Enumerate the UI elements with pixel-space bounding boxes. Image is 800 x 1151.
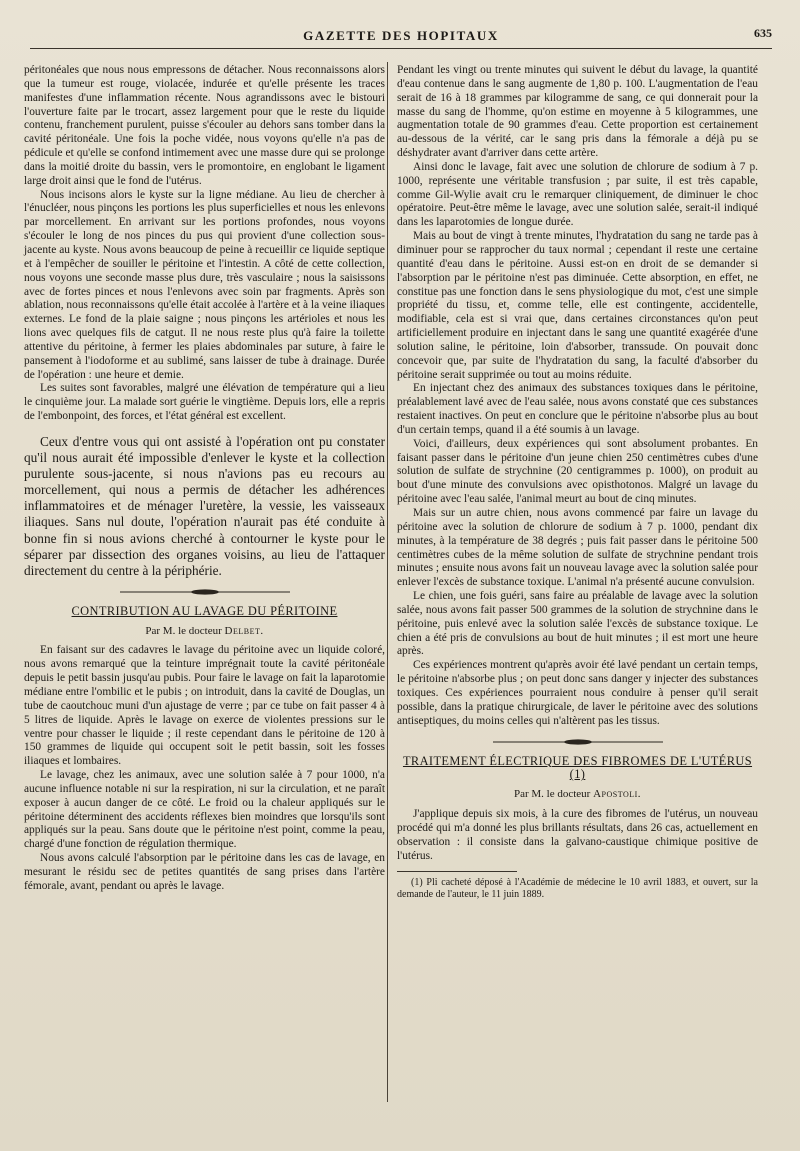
body-paragraph: En faisant sur des cadavres le lavage du péritoine avec un liquide coloré, nous avons remarqué que la teinture imprégnait toute la cavité péritonéale depuis le petit bassin jusqu'au pubis. Pour faire le lavage on fait la laparotomie médiane entre l'ombilic et le pubis ; on introduit, dans la cavité de Douglas, un tube de caoutchouc muni d'un ajustage de verre ; par ce tube on fait passer 4 à 5 litres de liquide. Après le lavage on exerce de violentes pressions sur le ventre pour chasser le liquide ; il reste cependant dans le péritoine de 120 à 150 grammes de liquide qui occupent soit le petit bassin, soit les fosses iliaques et lombaires. bbox=[24, 644, 385, 768]
byline bbox=[24, 625, 385, 639]
byline bbox=[397, 788, 758, 802]
left-column bbox=[24, 64, 385, 894]
byline-prefix: Par M. le docteur bbox=[513, 788, 591, 801]
body-paragraph: Le chien, une fois guéri, sans faire au préalable de lavage avec la solution salée, nous avons fait passer 500 grammes de la solution de strychnine dans le péritoine, puis enlevé avec la solution salée l'excès de substance toxique. Le chien a été pris de convulsions au bout de huit minutes ; il est mort une heure après. bbox=[397, 590, 758, 658]
body-paragraph: Nous avons calculé l'absorption par le péritoine dans les cas de lavage, en mesurant le résidu sec de petites quantités de sang prises dans l'artère fémorale, avant, pendant ou après le lavage. bbox=[24, 852, 385, 892]
masthead-rule bbox=[30, 48, 772, 49]
body-paragraph: Le lavage, chez les animaux, avec une solution salée à 7 pour 1000, n'a aucune influence notable ni sur la respiration, ni sur la circulation, et ne paraît exposer à aucun danger de ce côté. Le froid ou la chaleur appliqués sur le péritoine déterminent des accidents réflexes bien moindres que lorsqu'ils sont appliqués sur la peau. Sans doute que le péritoine n'est point, comme la peau, chargé d'une fonction de régulation thermique. bbox=[24, 769, 385, 851]
byline-author: Apostoli. bbox=[593, 788, 642, 801]
byline-prefix: Par M. le docteur bbox=[145, 624, 222, 637]
body-paragraph: Pendant les vingt ou trente minutes qui suivent le début du lavage, la quantité d'eau contenue dans le sang augmente de 1,80 p. 100. L'augmentation de l'eau serait de 16 à 18 grammes par kilogramme de sang, ce qui donnerait pour la masse du sang de l'homme, qu'on estime en moyenne à 5 kilogrammes, une augmentation totale de 90 grammes d'eau. Cette proportion est certainement au-dessous de la vérité, car le sang pris dans la fémorale a déjà pu se déshydrater avant d'arriver dans cette artère. bbox=[397, 64, 758, 160]
large-print-paragraph: Ceux d'entre vous qui ont assisté à l'opération ont pu constater qu'il nous aurait été impossible d'enlever le kyste et la collection purulente sous-jacente, si nous n'avions pas eu recours au morcellement, qui nous a permis de détacher les adhérences inflammatoires et de ménager l'uretère, la vessie, les vaisseaux iliaques. Sans nul doute, l'opération n'aurait pas été conduite à bonne fin si nous avions cherché à contourner le kyste pour le séparer par dissection des organes voisins, au lieu de l'attaquer directement du centre à la périphérie. bbox=[24, 433, 385, 578]
masthead bbox=[30, 26, 772, 50]
section-title: CONTRIBUTION AU LAVAGE DU PÉRITOINE bbox=[71, 603, 338, 618]
section-ornament bbox=[120, 589, 290, 595]
body-paragraph: Mais au bout de vingt à trente minutes, l'hydratation du sang ne tarde pas à diminuer pour se rapprocher du taux normal ; cependant il reste une certaine quantité d'eau dans le péritoine. Aussi est-on en droit de se demander si l'absorption par le péritoine n'est pas diminuée. Cette absorption, en effet, ne constitue pas une fonction dans le sens physiologique du mot, c'est une simple propriété du tissu, et, comme telle, elle est contingente, accidentelle, modifiable, cela est si vrai que, dans certaines circonstances qu'on peut artificiellement produire en injectant dans le sang une quantité exagérée d'une solution saline, le péritoine, loin d'absorber, transsude. On pouvait donc concevoir que, par suite de l'hydratation du sang, la faculté d'absorber du péritoine serait supprimée ou tout au moins réduite. bbox=[397, 230, 758, 381]
body-paragraph: En injectant chez des animaux des substances toxiques dans le péritoine, préalablement lavé avec de l'eau salée, nous avons constaté que ces substances restaient inactives. On peut en conclure que le péritoine n'absorbe plus au bout d'un certain temps, quand il a été soumis à un lavage. bbox=[397, 382, 758, 436]
body-paragraph: Nous incisons alors le kyste sur la ligne médiane. Au lieu de chercher à l'énucléer, nous pinçons les portions les plus superficielles et nous les enlevons par morcellement. En arrivant sur les portions profondes, nous voyons s'écouler le long de nos pinces du pus qui provient d'une collection sous-jacente au kyste. Nous avons beaucoup de peine à recueillir ce liquide septique et à l'empêcher de souiller le péritoine et l'intestin. A côté de cette collection, nous voyons une seconde masse plus dure, très vasculaire ; nous la saisissons avec de fortes pinces et nous l'enlevons avec soin par fragments. Après son ablation, nous reconnaissons qu'elle était accolée à l'artère et à la veine iliaques externes. Le fond de la plaie saigne ; nous pinçons les artérioles et nous les lions avec quelques fils de catgut. Il ne nous reste plus qu'à faire la toilette attentive du péritoine, à fermer les plaies abdominales par suture, à faire le pansement à l'iodoforme et au sublimé, sans laisser de tube à drainage. Durée de l'opération : une heure et demie. bbox=[24, 188, 385, 381]
body-paragraph: J'applique depuis six mois, à la cure des fibromes de l'utérus, un nouveau procédé qui m'a donné les plus brillants résultats, dans 26 cas, actuellement en observation : il consiste dans la galvano-caustique chimique positive de l'utérus. bbox=[397, 808, 758, 862]
journal-title: GAZETTE DES HOPITAUX bbox=[303, 28, 499, 43]
body-paragraph: Voici, d'ailleurs, deux expériences qui sont absolument probantes. En faisant passer dans le péritoine d'un jeune chien 250 centimètres cubes d'une solution de sulfate de strychnine (20 centigrammes p. 1000), on produit au bout d'une minute des convulsions avec opisthotonos. Malgré un lavage du péritoine avec l'eau salée, l'animal meurt au bout de cinq minutes. bbox=[397, 437, 758, 506]
page-number: 635 bbox=[754, 26, 772, 40]
section-title: TRAITEMENT ÉLECTRIQUE DES FIBROMES DE L'UTÉRUS (1) bbox=[402, 753, 753, 782]
footnote: (1) Pli cacheté déposé à l'Académie de médecine le 10 avril 1883, et ouvert, sur la demande de l'auteur, le 11 juin 1889. bbox=[397, 877, 758, 901]
column-divider bbox=[387, 62, 388, 1102]
section-ornament bbox=[493, 739, 663, 745]
body-paragraph: Mais sur un autre chien, nous avons commencé par faire un lavage du péritoine avec la solution de chlorure de sodium à 7 p. 1000, pendant dix minutes, à la température de 38 degrés ; puis fait passer dans le péritoine 500 centimètres cubes de la même solution de sulfate de strychnine pendant trois minutes ; ensuite nous avons fait un nouveau lavage avec la solution salée pour enlever l'excès de substance toxique. L'animal n'a présenté aucune convulsion. bbox=[397, 507, 758, 589]
footnote-rule bbox=[397, 871, 517, 872]
byline-author: Delbet. bbox=[224, 624, 264, 637]
body-paragraph: péritonéales que nous nous empressons de détacher. Nous reconnaissons alors que la tumeur est rouge, violacée, indurée et qu'elle présente les traces manifestes d'une inflammation récente. Nous agrandissons avec le bistouri l'ouverture faite par le trocart, assez largement pour que le reste du liquide contenu, franchement purulent, puisse s'écouler au dehors sans tomber dans la cavité péritonéale. Une fois la poche vidée, nous voyons qu'elle n'a pas de pédicule et qu'elle se confond intimement avec une masse dure qui se prolonge dans la moitié droite du bassin, vers le promontoire, en englobant le ligament large droit ainsi que le fond de l'utérus. bbox=[24, 64, 385, 187]
body-paragraph: Ces expériences montrent qu'après avoir été lavé pendant un certain temps, le péritoine n'absorbe plus ; on peut donc sans danger y injecter des substances toxiques. Ces expériences pourraient nous conduire à penser qu'il serait possible, dans la pratique chirurgicale, de laver le péritoine avec des solutions antiseptiques, du moins celles qui n'altèrent pas les tissus. bbox=[397, 659, 758, 727]
body-paragraph: Ainsi donc le lavage, fait avec une solution de chlorure de sodium à 7 p. 1000, représente une véritable transfusion ; par suite, il est très capable, comme Gil-Wylie avait cru le remarquer cliniquement, de diminuer le choc opératoire. Peut-être même le lavage, avec une solution salée, serait-il indiqué dans les laparotomies de longue durée. bbox=[397, 160, 758, 229]
body-paragraph: Les suites sont favorables, malgré une élévation de température qui a lieu le cinquième jour. La malade sort guérie le vingtième. Depuis lors, elle a repris de l'embonpoint, des forces, et l'état général est excellent. bbox=[24, 382, 385, 423]
right-column bbox=[397, 64, 758, 901]
